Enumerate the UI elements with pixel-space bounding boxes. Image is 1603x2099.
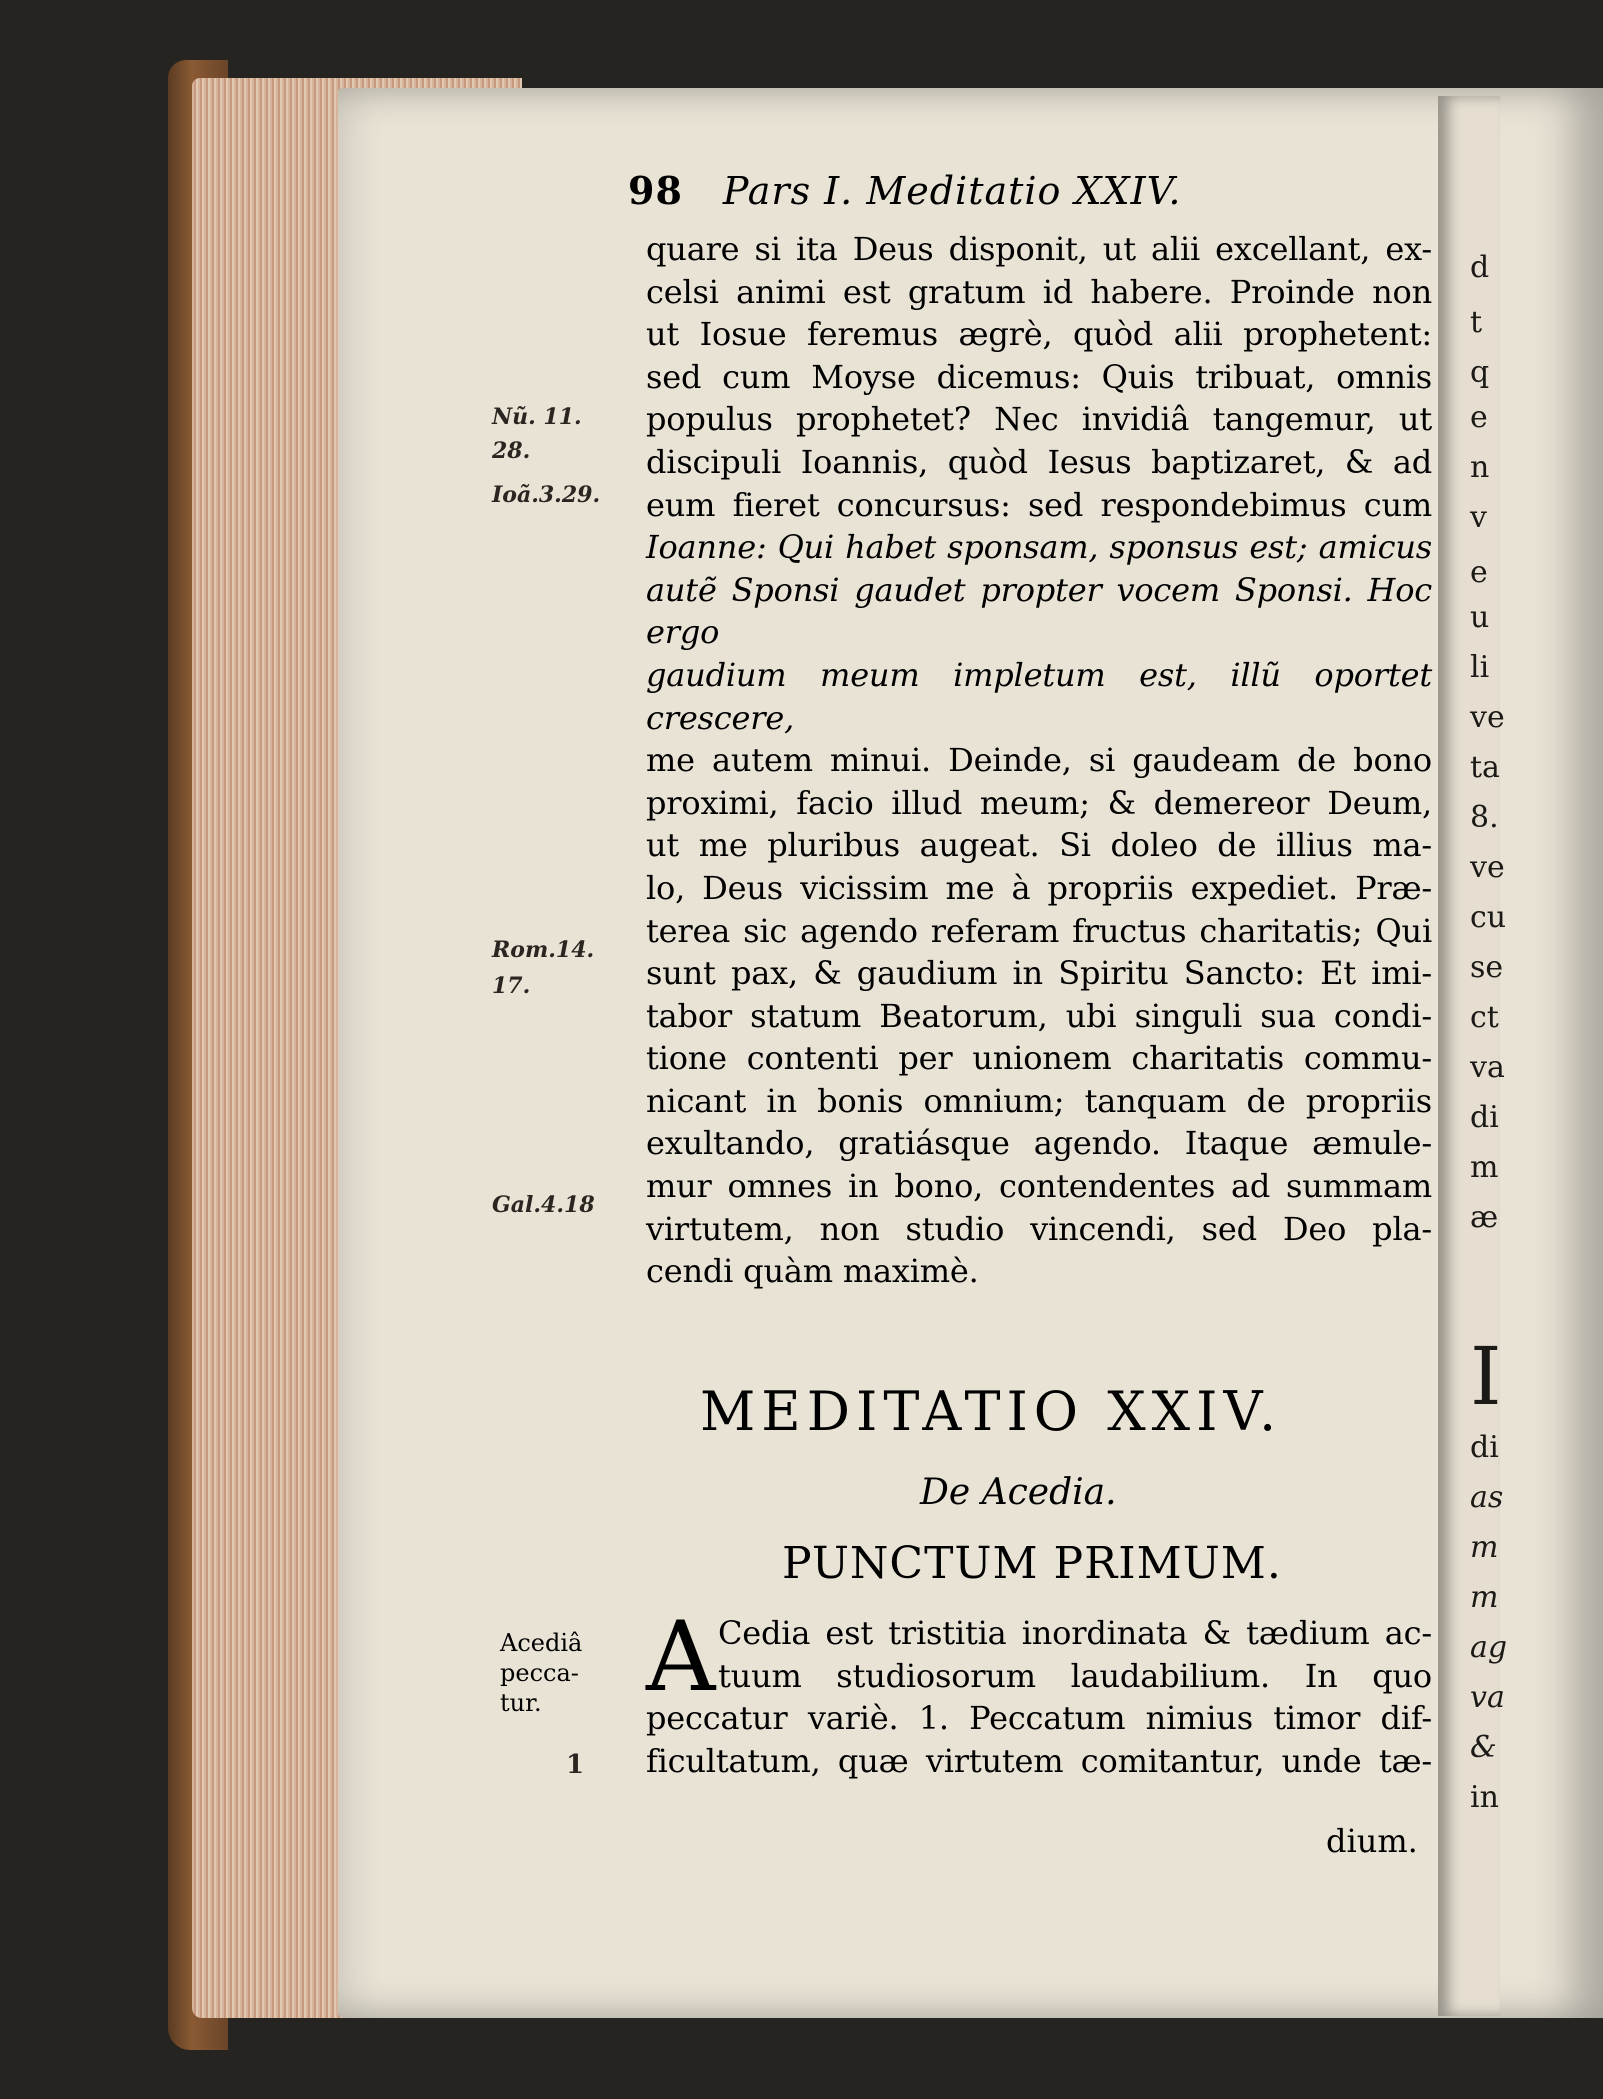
indented-text [718, 1612, 1432, 1697]
facing-fragment: e [1470, 400, 1488, 435]
text-line: tabor statum Beatorum, ubi singuli sua condi- [646, 996, 1432, 1035]
text-line: Cedia est tristitia inordinata & tædium ac- [718, 1614, 1432, 1652]
text-line: peccatur variè. 1. Peccatum nimius timor dif- [646, 1699, 1432, 1737]
text-line: eum fieret concursus: sed respondebimus cum [646, 485, 1432, 524]
facing-fragment: m [1470, 1580, 1499, 1615]
facing-fragment: 8. [1470, 800, 1499, 835]
text-line: virtutem, non studio vincendi, sed Deo pla- [646, 1209, 1432, 1248]
facing-fragment: t [1470, 305, 1483, 340]
text-line: ficultatum, quæ virtutem comitantur, unde tæ- [646, 1741, 1432, 1780]
facing-fragment: ag [1470, 1630, 1508, 1665]
running-header [628, 168, 1182, 213]
facing-fragment: ve [1470, 850, 1505, 885]
text-line: ut me pluribus augeat. Si doleo de illius ma- [646, 826, 1432, 865]
facing-fragment: æ [1470, 1200, 1499, 1235]
running-title: Pars I. Meditatio XXIV. [722, 169, 1182, 213]
facing-fragment: d [1470, 250, 1490, 285]
catchword: dium. [1326, 1822, 1418, 1860]
margin-note-one: 1 [566, 1750, 585, 1780]
drop-cap: A [646, 1601, 716, 1713]
text-line: autẽ Sponsi gaudet propter vocem Sponsi. Hoc ergo [646, 570, 1432, 652]
facing-fragment: va [1470, 1050, 1505, 1085]
text-line: terea sic agendo referam fructus charitatis; Qui [646, 911, 1432, 950]
punctum-heading: PUNCTUM PRIMUM. [782, 1538, 1282, 1589]
facing-fragment: va [1470, 1680, 1505, 1715]
facing-fragment: se [1470, 950, 1504, 985]
text-line: nicant in bonis omnium; tanquam de propriis [646, 1081, 1432, 1120]
text-line: quare si ita Deus disponit, ut alii excellant, ex- [646, 230, 1432, 268]
facing-fragment: I [1470, 1330, 1502, 1423]
meditation-subtitle: De Acedia. [920, 1472, 1117, 1513]
facing-fragment: v [1470, 500, 1487, 535]
text-line: exultando, gratiásque agendo. Itaque æmule- [646, 1124, 1432, 1163]
text-line: mur omnes in bono, contendentes ad summam [646, 1167, 1432, 1206]
facing-fragment: & [1470, 1730, 1497, 1765]
facing-fragment: u [1470, 600, 1490, 635]
text-line: tuum studiosorum laudabilium. In quo [718, 1656, 1432, 1695]
text-line: me autem minui. Deinde, si gaudeam de bono [646, 741, 1432, 780]
facing-fragment: ta [1470, 750, 1500, 785]
text-line: gaudium meum impletum est, illũ oportet crescere, [646, 655, 1432, 737]
margin-note-gal: Gal.4.18 [492, 1192, 595, 1218]
facing-fragment: in [1470, 1780, 1499, 1815]
facing-fragment: cu [1470, 900, 1507, 935]
facing-fragment: n [1470, 450, 1490, 485]
text-line: populus prophetet? Nec invidiâ tangemur, ut [646, 400, 1432, 439]
facing-fragment: di [1470, 1100, 1499, 1135]
text-line: tione contenti per unionem charitatis commu- [646, 1039, 1432, 1078]
facing-fragment: m [1470, 1150, 1499, 1185]
margin-note-num: Nũ. 11. 28. [492, 404, 582, 464]
text-line: sed cum Moyse dicemus: Quis tribuat, omnis [646, 357, 1432, 396]
text-line: celsi animi est gratum id habere. Proinde non [646, 272, 1432, 311]
meditation-title: MEDITATIO XXIV. [700, 1380, 1283, 1443]
text-line: sunt pax, & gaudium in Spiritu Sancto: Et imi- [646, 954, 1432, 993]
text-line: proximi, facio illud meum; & demereor Deum, [646, 783, 1432, 822]
facing-fragment: ct [1470, 1000, 1499, 1035]
margin-note-acedia: Acediâ pecca- tur. [500, 1629, 583, 1717]
page-number: 98 [628, 168, 683, 213]
text-line: lo, Deus vicissim me à propriis expediet. Præ- [646, 868, 1432, 907]
facing-fragment: di [1470, 1430, 1499, 1465]
facing-fragment: q [1470, 355, 1490, 390]
facing-fragment: ve [1470, 700, 1505, 735]
facing-fragment: m [1470, 1530, 1499, 1565]
text-line: cendi quàm maximè. [646, 1252, 979, 1291]
body-text [646, 228, 1432, 1293]
section-text [646, 1697, 1432, 1782]
facing-fragment: e [1470, 555, 1488, 590]
text-line: discipuli Ioannis, quòd Iesus baptizaret, & ad [646, 442, 1432, 481]
facing-fragment: li [1470, 650, 1490, 685]
facing-fragment: as [1470, 1480, 1504, 1515]
margin-note-ioan: Ioã.3.29. [492, 482, 601, 508]
margin-note-rom: Rom.14. 17. [492, 937, 595, 999]
text-line: Ioanne: Qui habet sponsam, sponsus est; amicus [646, 528, 1432, 567]
text-line: ut Iosue feremus ægrè, quòd alii prophetent: [646, 315, 1432, 354]
